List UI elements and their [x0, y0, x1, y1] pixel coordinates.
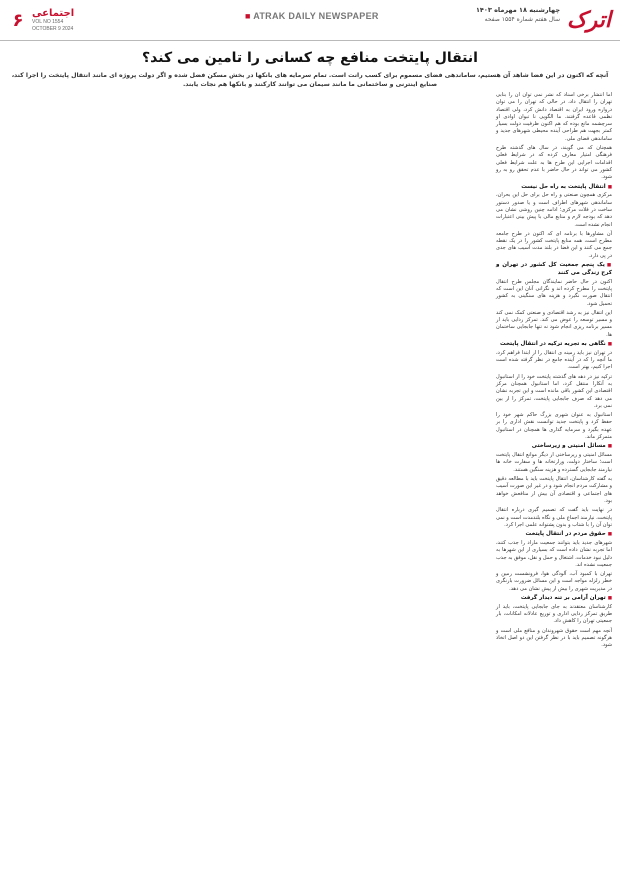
- section-title: اجتماعی: [32, 7, 75, 19]
- masthead: [0, 0, 620, 41]
- subheading: ■ مسائل امنیتی و زیرساختی: [496, 443, 612, 451]
- issue-year-line: سال هفتم شماره ۱۵۵۴ صفحه: [484, 16, 560, 23]
- article-headline: انتقال پایتخت منافع چه کسانی را تامین می کند؟: [142, 50, 478, 66]
- issue-date-block: [450, 6, 560, 24]
- paragraph: شهرهای جدید باید بتوانند جمعیت مازاد را جذب کنند، اما تجربه نشان داده است که بسیاری از این شهرها به دلیل نبود خدمات، اشتغال و حمل و نقل، موفق به جذب جمعیت نشده اند.: [496, 539, 612, 568]
- paragraph: همچنان که می گویند، در سال های گذشته طرح فرهنگی امتیار معارف کرده که در شرایط فعلی اقدامات اجرایی این طرح ها به علت شرایط فعلی کشور می تواند در حال حاضر با عدم تحقق رو به رو شود.: [496, 145, 612, 181]
- subheading: ■ حقوق مردم در انتقال پایتخت: [496, 531, 612, 539]
- paragraph: این انتقال نیز به رشد اقتصادی و صنعتی کمک نمی کند و مسیر توسعه را عوض می کند. تمرکز زدایی باید از مسیر برنامه ریزی انجام شود نه تنها جابجایی ساختمان ها.: [496, 309, 612, 338]
- subheading: ■ تهران آرامی بر تنه دیدار گرفت: [496, 595, 612, 603]
- paragraph: کارشناسان معتقدند به جای جابجایی پایتخت، باید از طریق تمرکز زدایی اداری و توزیع عادلانه امکانات، بار جمعیتی تهران را کاهش داد.: [496, 603, 612, 625]
- issue-date: چهارشنبه ۱۸ مهرماه ۱۴۰۳: [475, 6, 560, 14]
- paragraph: تهران با کمبود آب، آلودگی هوا، فرونشست زمین و خطر زلزله مواجه است و این مسائل ضرورت بازنگری در مدیریت شهری را بیش از پیش نشان می دهد.: [496, 571, 612, 592]
- subheading: ■ یک پنجم جمعیت کل کشور در تهران و کرج زندگی می کنند: [496, 262, 612, 278]
- page-number: ۶: [12, 9, 24, 31]
- subheading: ■ نگاهی به تجربه ترکیه در انتقال پایتخت: [496, 341, 612, 349]
- subheading: ■ انتقال پایتخت به راه حل نیست: [496, 184, 612, 192]
- logo-text: اترک: [566, 7, 612, 33]
- article-body: [8, 92, 612, 874]
- paper-name: [245, 11, 415, 21]
- paragraph: آن مشاورها با برنامه ای که اکنون در طرح جامعه مطرح است، همه منابع پایتخت کشور را در یک نقطه جمع می کنند و این فضا در بلند مدت آسیب های جدی در پی دارد.: [496, 230, 612, 259]
- paragraph: اما انتشار برخی اسناد که نشر نمی توان آن را بنابی تهران را انتقال داد، در حالی که تهران را می توان دروازه ورود ایران به اقتصاد دانش کرد، ولی اقتصاد نظمی قاعده گرفتند. ما الگویی نا تبوان اوادی او سرچشمه مانع بوده که هم اکنون ظرفیت دولت بسیار کمتر بجهت هم طراحی آینده محیطی شهرهای جدید و ساماندهی فضای ملی.: [496, 92, 612, 142]
- paragraph: ترکیه نیز در دهه های گذشته پایتخت خود را از استانبول به آنکارا منتقل کرد، اما استانبول همچنان مرکز اقتصادی این کشور باقی مانده است و این تجربه نشان می دهد که صرف جابجایی پایتخت، تمرکز را از بین نمی برد.: [496, 373, 612, 409]
- volume-number: VOL NO 1554: [32, 18, 64, 25]
- article-lead: آنچه که اکنون در این فضا شاهد آن هستیم، ساماندهی فضای مسموم برای کسب رانت است. تمام سرمایه های بانکها در بخش مسکن فضل شده و اگر دولت پروژه ای مانند انتقال پایتخت را اجرا کند، صنایع اینترنی و ساختمانی ما مانند سیمان می توانند کارکنند و بانکها هم نجات یابند.: [11, 72, 609, 88]
- section-info: [32, 8, 74, 33]
- square-bullet-icon: ■: [245, 11, 251, 21]
- paragraph: مرکزی همچون صنعتی و راه حل برای حل این بحران، ساماندهی شهرهای اطراف است و یا صدور دستور ساخت در فلات مرکزی؛ ادامه چنین روشی نشان می دهد که بودجه لازم و منابع مالی با پیش بینی اعتبارات انجام نشده است.: [496, 192, 612, 228]
- newspaper-logo[interactable]: [566, 3, 612, 37]
- paragraph: مسائل امنیتی و زیرساختی از دیگر موانع انتقال پایتخت است؛ ساختار دولت، وزارتخانه ها و سفارت خانه ها نیازمند جابجایی گسترده و هزینه سنگین هستند.: [496, 452, 612, 473]
- paragraph: در نهایت باید گفت که تصمیم گیری درباره انتقال پایتخت، نیازمند اجماع ملی و نگاه بلندمدت است و نمی توان آن را با شتاب و بدون پشتوانه علمی اجرا کرد.: [496, 507, 612, 528]
- paragraph: استانبول به عنوان شهری بزرگ حاکم شهر خود را حفظ کرد و پایتخت جدید توانست نقش اداری را بر عهده بگیرد و سرمایه گذاری ها همچنان در استانبول متمرکز ماند.: [496, 412, 612, 441]
- section-bar: [8, 4, 128, 36]
- paper-name-text: ATRAK DAILY NEWSPAPER: [253, 11, 379, 21]
- paragraph: آنچه مهم است حقوق شهروندان و منافع ملی است و هرگونه تصمیم باید با در نظر گرفتن این دو اصل اتخاذ شود.: [496, 627, 612, 649]
- paragraph: در تهران نیز باید زمینه ی انتقال را از ابتدا فراهم کرد، ما آنچه را که در آینده جامع در نظر گرفته شده است اجرا کنیم، بهتر است.: [496, 349, 612, 371]
- date-english: OCTOBER 9 2024: [32, 25, 74, 32]
- paragraph: به گفته کارشناسان، انتقال پایتخت باید با مطالعه دقیق و مشارکت مردم انجام شود و در غیر این صورت آسیب های اجتماعی و اقتصادی آن بیش از منافعش خواهد بود.: [496, 476, 612, 504]
- paragraph: اکنون در حال حاضر نمایندگان مجلس طرح انتقال پایتخت را مطرح کرده اند و نگرانی آنان این است که انتقال صورت نگیرد و هزینه های سنگینی به کشور تحمیل شود.: [496, 278, 612, 307]
